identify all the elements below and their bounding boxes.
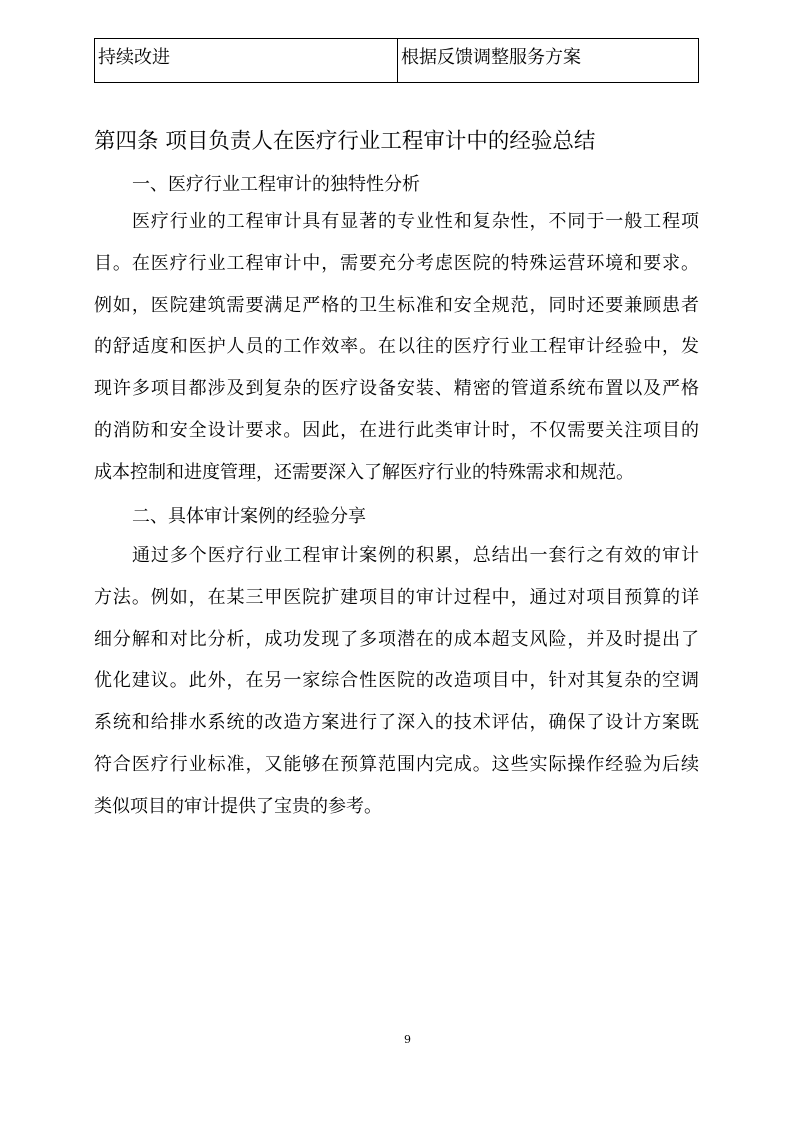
paragraph-line: 符合医疗行业标准，又能够在预算范围内完成。这些实际操作经验为后续 — [94, 754, 699, 775]
article-heading: 第四条 项目负责人在医疗行业工程审计中的经验总结 — [94, 129, 596, 154]
paragraph-line: 现许多项目都涉及到复杂的医疗设备安装、精密的管道系统布置以及严格 — [94, 378, 699, 400]
table-row — [95, 39, 699, 83]
section-heading: 二、具体审计案例的经验分享 — [132, 506, 366, 527]
paragraph-line: 方法。例如，在某三甲医院扩建项目的审计过程中，通过对项目预算的详 — [94, 586, 699, 608]
paragraph-line: 细分解和对比分析，成功发现了多项潜在的成本超支风险，并及时提出了 — [94, 628, 699, 650]
paragraph-line: 目。在医疗行业工程审计中，需要充分考虑医院的特殊运营环境和要求。 — [94, 252, 699, 274]
paragraph-line: 例如，医院建筑需要满足严格的卫生标准和安全规范，同时还要兼顾患者 — [94, 294, 699, 316]
paragraph-line: 的消防和安全设计要求。因此，在进行此类审计时，不仅需要关注项目的 — [94, 420, 699, 441]
table-cell: 根据反馈调整服务方案 — [398, 39, 699, 83]
service-table — [94, 38, 699, 83]
section-heading: 一、医疗行业工程审计的独特性分析 — [132, 174, 420, 195]
paragraph-line: 系统和给排水系统的改造方案进行了深入的技术评估，确保了设计方案既 — [94, 712, 699, 734]
paragraph-line: 医疗行业的工程审计具有显著的专业性和复杂性，不同于一般工程项 — [132, 211, 699, 232]
paragraph-line: 优化建议。此外，在另一家综合性医院的改造项目中，针对其复杂的空调 — [94, 670, 699, 692]
page-number: 9 — [404, 1033, 411, 1046]
paragraph-line: 成本控制和进度管理，还需要深入了解医疗行业的特殊需求和规范。 — [94, 461, 634, 483]
paragraph-line: 的舒适度和医护人员的工作效率。在以往的医疗行业工程审计经验中，发 — [94, 336, 699, 358]
paragraph-line: 类似项目的审计提供了宝贵的参考。 — [94, 795, 382, 817]
paragraph-line: 通过多个医疗行业工程审计案例的积累，总结出一套行之有效的审计 — [132, 545, 699, 566]
table-cell: 持续改进 — [95, 39, 398, 83]
